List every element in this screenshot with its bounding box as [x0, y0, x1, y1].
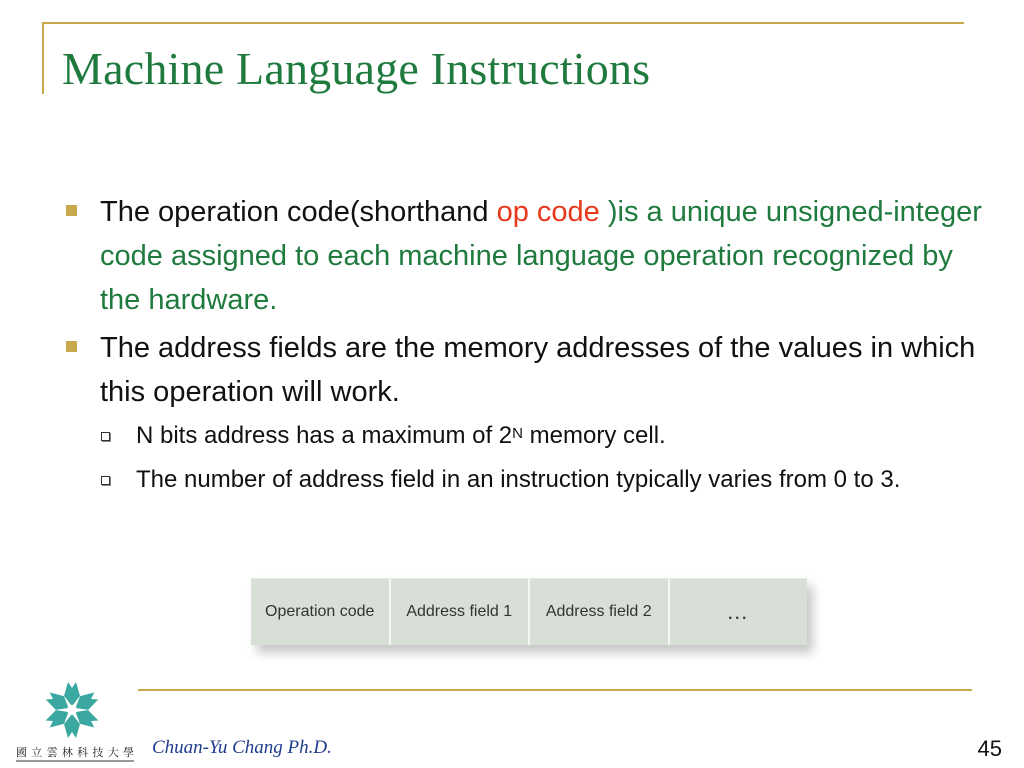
- author-name: Chuan-Yu Chang Ph.D.: [152, 737, 332, 758]
- instruction-format-diagram: [251, 578, 807, 645]
- bullet-address-fields: [62, 326, 982, 414]
- footer-line: [138, 689, 972, 691]
- bullet-text-part1: The operation code(shorthand: [100, 196, 497, 228]
- bullet-op-code: [62, 190, 982, 322]
- format-cell-address-1: Address field 1: [391, 579, 531, 645]
- bullet-text-part2: )is a unique unsigned-integer code assigned to each machine language operation recognized by the hardware.: [100, 196, 982, 316]
- sub-bullet-text: The number of address field in an instruction typically varies from 0 to 3.: [136, 466, 901, 493]
- hollow-square-bullet-icon: [101, 432, 110, 441]
- slide-title: Machine Language Instructions: [62, 43, 651, 94]
- sub-bullet-max-cells: [62, 418, 982, 454]
- superscript-n: N: [512, 425, 523, 442]
- title-frame-left-line: [42, 22, 44, 94]
- hollow-square-bullet-icon: [101, 476, 110, 485]
- page-number: 45: [977, 736, 1002, 761]
- format-cell-op-code: Operation code: [251, 579, 391, 645]
- logo-chinese-text: 國立雲林科技大學: [16, 746, 134, 759]
- bullet-text: The address fields are the memory addresses of the values in which this operation will work.: [100, 332, 976, 408]
- sub-bullet-address-count: [62, 462, 982, 498]
- sub-bullet-text-after: memory cell.: [523, 422, 666, 449]
- format-cell-ellipsis: …: [726, 599, 751, 624]
- square-bullet-icon: [66, 341, 77, 352]
- title-frame-top-line: [44, 22, 964, 24]
- bullet-highlight-op-code: op code: [496, 196, 608, 228]
- slide-content: [62, 190, 982, 498]
- sub-bullet-text-before: N bits address has a maximum of 2: [136, 422, 513, 449]
- university-logo: [14, 676, 136, 766]
- square-bullet-icon: [66, 205, 77, 216]
- format-cell-address-2: Address field 2: [530, 579, 670, 645]
